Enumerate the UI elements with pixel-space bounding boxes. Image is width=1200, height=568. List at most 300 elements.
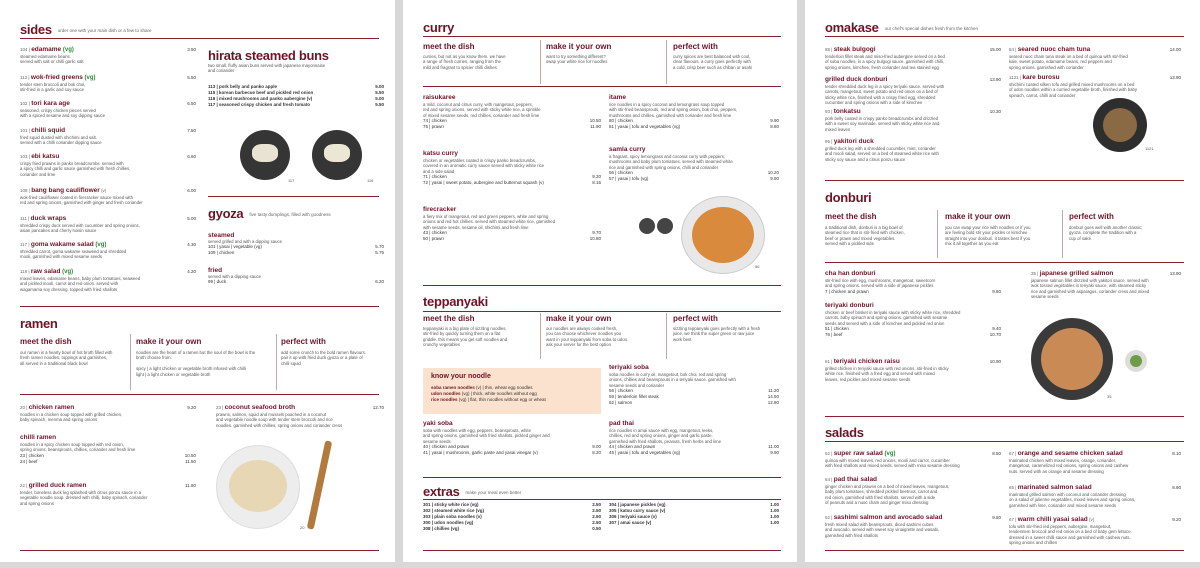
price: 10.70 — [989, 332, 1001, 338]
omakase-image-label: 1121 — [1145, 146, 1154, 151]
item-title: katsu curry — [423, 150, 459, 157]
curry-make-title: make it your own — [546, 42, 612, 51]
item-description: tender shredded duck leg in a spicy teriyaki sauce. served with carrots, mangetout, sweet potato and red onion on a bed of sticky white rice, finished with a crispy fried egg, shredded cucumber and spring onions with a side of kimchee — [825, 84, 945, 106]
item-description: soba with noodles with egg, peppers, beansprouts, white and spring onions. garnished with fried shallots, pickled ginger and sesame seeds — [423, 428, 550, 444]
item-number: 35 | — [1031, 271, 1040, 276]
price: 11.90 — [590, 124, 601, 130]
noodle-name: udon noodles — [431, 391, 462, 396]
item-description: seared nuoc cham tuna steak on a bed of quinoa with stir-fried kale, sweet potato, edamame beans, red peppers and spring onions. garnished with coriander — [1009, 54, 1128, 70]
item-name — [20, 404, 196, 412]
item-name — [825, 514, 1001, 522]
divider — [825, 441, 1184, 442]
item-description: crispy fried prawns in panko breadcrumbs. served with a spicy chilli and garlic sauce garnished with fresh chillies, coriander and lime — [20, 161, 131, 177]
divider — [208, 196, 379, 197]
item-description: a fragrant, spicy lemongrass and coconut curry with peppers, mushrooms and baby plum tomatoes. served with steamed white rice and garnished with spring onions, chilli and coriander — [609, 154, 733, 170]
price-row-label: 7 | chicken and prawn — [825, 288, 869, 294]
omakase-item — [825, 108, 1001, 132]
price-row — [20, 459, 196, 465]
price-row-label: 301 | sticky white rice (vg) — [423, 502, 479, 507]
menu-page-middle — [403, 0, 797, 562]
item-name — [825, 476, 1001, 484]
item-description: quinoa with mixed leaves, red onions, mooli and carrot, cucumber with fried shallots and mixed seeds. served with miso sesame dressing — [825, 458, 960, 469]
know-your-noodle-title: know your noodle — [431, 373, 491, 380]
divider — [130, 334, 131, 390]
curry-make-text: want to try something different? swap your white rice for noodles — [546, 54, 608, 65]
item-title: teriyaki donburi — [825, 302, 874, 309]
item-name — [1009, 74, 1181, 82]
price: 11.20 — [768, 388, 779, 394]
price: 4.30 — [187, 242, 196, 247]
salad-item — [825, 450, 1001, 469]
item-title: samla curry — [609, 146, 646, 153]
price-row-label: 59 | tenderloin fillet steak — [609, 394, 659, 400]
divider — [423, 311, 781, 312]
diet-tag: (vg) — [60, 269, 74, 275]
donburi-bowl-image — [1031, 318, 1113, 400]
divider — [825, 416, 1184, 417]
price: 14.50 — [767, 394, 779, 400]
price: 8.15 — [592, 180, 601, 186]
item-title: kare burosu — [1022, 74, 1060, 81]
item-description: seasoned, crispy chicken pieces served with a spiced sesame and soy dipping sauce — [20, 108, 106, 119]
item-name — [825, 358, 1001, 366]
buns-rows — [208, 84, 384, 108]
price: 9.50 — [992, 515, 1001, 520]
price: 10.50 — [184, 452, 196, 458]
item-description: marinated chicken with mixed leaves, orange, coriander, mangetout, caramelized red onions, spring onions and cashew nuts. served with an orange and sesame dressing — [1009, 458, 1129, 474]
price-row-label: 62 | salmon — [609, 400, 633, 406]
price-row-label: 117 | seasoned crispy chicken and fresh tomato — [208, 102, 311, 107]
item-description: prawns, salmon, squid and mussels poached in a coconut and vegetable noodle soup with tender stem broccoli and rice noodles. garnished with chillies, spring onions and coriander cress — [216, 412, 343, 428]
divider — [20, 306, 379, 307]
teppanyaki-item — [423, 420, 601, 456]
item-description: marinated grilled salmon with coconut and coriander dressing on a salad of julienne vegetables, mixed leaves and spring onions, garnished with lime, coriander and mixed sesame seeds — [1009, 492, 1136, 508]
buns-image-2 — [312, 130, 362, 180]
price: 9.90 — [770, 118, 779, 124]
item-title: marinated salmon salad — [1017, 484, 1092, 491]
price: 1.00 — [770, 502, 779, 507]
price: 2.50 — [592, 520, 601, 525]
item-description: rice noodles in amai sauce with egg, mangetout, leeks, chillies, red and spring onions, ginger and garlic paste. garnished with fried shallots, peanuts, fresh herbs and lime — [609, 428, 722, 444]
price-row — [825, 332, 1001, 338]
price: 9.60 — [992, 288, 1001, 294]
item-description: fresh mixed salad with beansprouts, diced sashimi cubes and avocado. served with sweet soy vinaigrette and wasabi, garnished with fried shallots — [825, 522, 940, 538]
extras-right-list — [609, 502, 779, 526]
curry-item — [423, 206, 601, 242]
ramen-image-label: 20 — [300, 525, 305, 530]
diet-tag: (vg) — [882, 451, 896, 457]
price-row-label: 75 | prawn — [423, 124, 444, 130]
item-number: 64 | — [825, 477, 834, 482]
item-description: mixed leaves, edamame beans, baby plum tomatoes, seaweed and pickled mooli, carrot and red onion. served with wagamama soy dressing. topped with fried shallots — [20, 276, 141, 292]
donburi-item — [825, 270, 1001, 295]
donburi-title: donburi — [825, 190, 872, 205]
item-description: chicken or beef brisket in teriyaki sauce with sticky white rice, shredded carrots, baby spinach and spring onions. garnished with sesame seeds and served with a side of kimchee and pickled red onion — [825, 310, 961, 326]
item-number: 20 | — [20, 405, 29, 410]
price: 1.00 — [770, 508, 779, 513]
item-title: chilli ramen — [20, 434, 57, 441]
price: 6.50 — [187, 101, 196, 106]
item-description: tenderloin fillet steak and miso-fried aubergine served on a bed of soba noodles, in a spicy bulgogi sauce. garnished with chilli, spring onions, kimchee, fresh coriander and tea stained egg — [825, 54, 945, 70]
item-title: chicken ramen — [28, 404, 75, 411]
donburi-make-title: make it your own — [945, 212, 1011, 221]
salad-item — [825, 476, 1001, 506]
item-name — [20, 482, 196, 490]
teppanyaki-perfect-title: perfect with — [673, 314, 718, 323]
price: 8.80 — [770, 124, 779, 130]
divider — [825, 550, 1184, 551]
donburi-make-text: you can swap your rice with noodles or if you are feeling bold stir your pickles or kimchee straight into your donburi. it tastes best if you mix it all together as you eat — [945, 225, 1031, 247]
item-number: 62 | — [825, 451, 834, 456]
price-row — [825, 289, 1001, 295]
price-row-label: 72 | yasai | sweet potato, aubergine and butternut squash (v) — [423, 180, 544, 186]
teppanyaki-make-title: make it your own — [546, 314, 612, 323]
item-number: 61 | — [825, 359, 834, 364]
buns-image-label-2: 116 — [367, 178, 374, 183]
item-description: a mild, coconut and citrus curry, with mangetout, peppers, red and spring onions, served with sticky white rice, a sprinkle of mixed sesame seeds, red chillies, coriander and fresh lime — [423, 102, 541, 118]
divider — [423, 285, 781, 286]
teppanyaki-make-text: our noodles are always cooked fresh, you can choose whichever noodles you want in your teppanyaki from soba to udon. ask your server for the best option — [546, 326, 629, 348]
item-name — [609, 364, 779, 372]
item-number: 102 | — [20, 101, 32, 106]
curry-meet-text: curries, but not as you know them. we have a range of fresh curries, ranging from the mild and fragrant to spicier chilli dishes — [423, 54, 506, 70]
item-description: shredded crispy duck served with cucumber and spring onions, asian pancakes and cherry hoisin sauce — [20, 223, 140, 234]
price-row-label: 116 | mixed mushrooms and panko aubergine (v) — [208, 96, 313, 101]
item-name — [1009, 484, 1181, 492]
price-row-label: 50 | prawn — [423, 236, 444, 242]
price: 10.30 — [989, 109, 1001, 114]
buns-title: hirata steamed buns — [208, 48, 329, 63]
divider — [666, 313, 667, 359]
price: 8.20 — [592, 450, 601, 456]
price: 9.90 — [770, 450, 779, 456]
omakase-item — [825, 76, 1001, 106]
buns-description: two small, fluffy asian buns served with japanese mayonnaise and coriander — [208, 63, 326, 74]
ramen-item — [216, 404, 384, 428]
price-row — [609, 400, 779, 406]
price-row-label: 51 | chicken — [825, 326, 849, 332]
price: 2.50 — [592, 502, 601, 507]
item-title: teriyaki soba — [609, 364, 649, 371]
rice-bowl-image — [657, 218, 673, 234]
donburi-item — [825, 302, 1001, 338]
price-row-label: 80 | chicken — [609, 118, 633, 124]
teppanyaki-meet-title: meet the dish — [423, 314, 475, 323]
item-title: grilled duck donburi — [825, 76, 888, 83]
price-row-label: 303 | plain soba noodles (v) — [423, 514, 482, 519]
side-item — [20, 153, 196, 177]
price: 5.50 — [375, 102, 384, 107]
side-item — [20, 241, 196, 260]
item-number: 117 | — [20, 242, 31, 247]
price-row-label: 56 | chicken — [609, 170, 633, 176]
item-number: 62 | — [825, 515, 834, 520]
item-title: pad thai salad — [833, 476, 878, 483]
rice-bowl-image — [639, 218, 655, 234]
item-description: fried squid dusted with shichimi and salt. served with a chilli coriander dipping sauce — [20, 135, 102, 146]
price-row-label: 44 | chicken and prawn — [609, 444, 656, 450]
item-name — [423, 206, 601, 214]
price-row-label: 305 | katsu curry sauce (v) — [609, 508, 666, 513]
price: 9.20 — [1172, 517, 1181, 522]
teppanyaki-item — [609, 364, 779, 406]
item-title: yaki soba — [423, 420, 453, 427]
price: 10.90 — [989, 359, 1001, 364]
divider — [540, 40, 541, 84]
item-title: bang bang cauliflower — [31, 187, 100, 194]
item-number: 118 | — [20, 269, 31, 274]
item-title: steak bulgogi — [833, 46, 876, 53]
divider — [825, 36, 1184, 37]
diet-tag: (vg) — [93, 242, 107, 248]
price: 9.90 — [770, 176, 779, 182]
divider — [276, 334, 277, 390]
salad-item — [1009, 484, 1181, 508]
item-title: warm chilli yasai salad — [1017, 516, 1088, 523]
price-row-label: 24 | beef — [20, 458, 38, 464]
item-number: 101 | — [20, 128, 32, 133]
divider — [825, 262, 1184, 263]
side-item — [20, 215, 196, 234]
price-row-label: 302 | steamed white rice (vg) — [423, 508, 485, 513]
salad-item — [825, 514, 1001, 538]
price-row-label: 81 | yasai | tofu and vegetables (vg) — [609, 124, 681, 130]
donburi-item — [825, 358, 1001, 382]
side-item — [20, 187, 196, 206]
price-row-label: 23 | chicken — [20, 452, 44, 458]
donburi-image-label: 35 — [1107, 394, 1112, 399]
omakase-item — [1009, 74, 1181, 98]
price-row — [423, 124, 601, 130]
side-item — [20, 100, 196, 119]
item-name — [825, 138, 1001, 146]
price: 10.80 — [589, 236, 601, 242]
item-name — [20, 268, 196, 276]
price: 5.70 — [375, 244, 384, 250]
gyoza-steamed: steamed served grilled and with a dipping sauce 101 | yasai | vegetable (vg) 5.70 109 | chicken 5.75 — [208, 232, 384, 256]
item-number: 103 | — [20, 154, 32, 159]
price-row-label: 43 | chicken — [423, 230, 447, 236]
item-title: seared nuoc cham tuna — [1017, 46, 1091, 53]
teppanyaki-perfect-text: sizzling teppanyaki goes perfectly with a fresh juice. we think the super green or raw juice work best — [673, 326, 761, 342]
item-name — [1009, 516, 1181, 524]
item-number: 23 | — [216, 405, 225, 410]
buns-image-label-1: 117 — [288, 178, 295, 183]
item-description: soba noodles in curry oil, mangetout, bok choi, red and spring onions, chillies and beansprouts in a teriyaki sauce. garnished with sesame seeds and coriander — [609, 372, 736, 388]
item-name — [20, 127, 196, 135]
price-row-label: 45 | yasai | tofu and vegetables (vg) — [609, 450, 681, 456]
item-name — [609, 146, 779, 154]
item-name — [825, 450, 1001, 458]
price: 10.20 — [767, 170, 779, 176]
item-number: 112 | — [20, 75, 31, 80]
noodle-name: soba ramen noodles — [431, 385, 477, 390]
price: 5.50 — [187, 75, 196, 80]
item-title: tonkatsu — [833, 108, 861, 115]
curry-title: curry — [423, 20, 455, 35]
price-row-label: 101 | yasai | vegetable (vg) — [208, 244, 262, 250]
price: 15.00 — [989, 47, 1001, 52]
curry-image-label: 56 — [755, 264, 760, 269]
price: 2.50 — [592, 508, 601, 513]
price-row — [609, 124, 779, 130]
item-name — [609, 420, 779, 428]
item-name — [20, 74, 196, 82]
item-title: chilli squid — [31, 127, 66, 134]
item-name — [1009, 46, 1181, 54]
divider — [540, 313, 541, 359]
item-name — [423, 150, 601, 158]
item-description: noodles in a chicken soup topped with grilled chicken, baby spinach, menma and spring onions — [20, 412, 123, 423]
item-number: 93 | — [825, 109, 834, 114]
ramen-make-option-2: light | a light chicken or vegetable broth — [136, 372, 211, 377]
divider — [423, 86, 781, 87]
ramen-make-text: noodles are the heart of a ramen but the soul of the bowl is the broth choose from: — [136, 350, 256, 361]
ramen-make-option-1: spicy | a light chicken or vegetable broth infused with chilli — [136, 366, 246, 371]
item-description: shredded carrot, goma wakame seaweed and shredded mooli, garnished with mixed sesame seeds — [20, 249, 127, 260]
price: 8.50 — [992, 451, 1001, 456]
gyoza-title: gyoza five tasty dumplings, filled with goodness — [208, 206, 331, 221]
omakase-bowl-image — [1093, 98, 1147, 152]
diet-tag: (v) — [99, 188, 107, 193]
price: 2.50 — [592, 514, 601, 519]
item-title: coconut seafood broth — [224, 404, 296, 411]
price: 11.00 — [768, 444, 779, 450]
price: 5.75 — [375, 250, 384, 256]
divider — [20, 38, 379, 39]
price: 11.50 — [185, 458, 196, 464]
item-number: 1121 | — [1009, 75, 1023, 80]
gyoza-row — [208, 250, 384, 256]
ramen-perfect-text: add some crunch to the bold ramen flavours. pair it up with fried duck gyoza or a plate of chilli squid — [281, 350, 367, 366]
price-row-label: 57 | yasai | tofu (vg) — [609, 176, 649, 182]
price: 1.00 — [770, 520, 779, 525]
price: 5.00 — [375, 96, 384, 101]
noodle-row — [431, 397, 597, 403]
noodle-desc: (vg) | flat, thin noodles without egg or wheat — [458, 397, 546, 402]
menu-page-right — [805, 0, 1200, 562]
item-name — [825, 46, 1001, 54]
divider — [937, 210, 938, 258]
noodle-desc: (vg) | thick, white noodles without egg — [461, 391, 537, 396]
side-dish-image — [1125, 350, 1147, 372]
ramen-bowl-image — [216, 445, 300, 529]
price: 13.90 — [989, 77, 1001, 82]
item-description: tofu with stir-fried red peppers, aubergine, mangetout, tenderstem broccoli and red onion on a bed of baby gem lettuce. dressed in a sweet chilli sauce and garnished with cashew nuts, spring onions and chillies — [1009, 524, 1132, 546]
ramen-make-title: make it your own — [136, 337, 202, 346]
salad-item — [1009, 450, 1181, 474]
item-description: japanese salmon fillet drizzled with yakitori sauce. served with wok tossed vegetables in teriyaki sauce, with steamed sticky rice and garnished with asparagus, coriander cress and mixed sesame seeds — [1031, 278, 1150, 300]
curry-item — [609, 146, 779, 182]
item-description: tender, boneless duck leg splashed with citrus ponzu sauce in a vegetable noodle soup. dressed with chilli, baby spinach, coriander and spring onions — [20, 490, 148, 506]
price-row-label: 40 | chicken and prawn — [423, 444, 470, 450]
divider — [423, 36, 781, 37]
extras-title: extras make your meal even better — [423, 484, 522, 499]
price-row-label: 99 | duck — [208, 279, 227, 285]
price-row-label: 300 | udon noodles (vg) — [423, 520, 474, 525]
item-name — [20, 153, 196, 161]
ramen-perfect-title: perfect with — [281, 337, 326, 346]
item-title: teriyaki chicken raisu — [833, 358, 900, 365]
price-row — [423, 450, 601, 456]
price-row-label: 74 | chicken — [423, 118, 447, 124]
price: 13.90 — [1169, 75, 1181, 80]
price: 12.80 — [767, 400, 779, 406]
curry-meet-title: meet the dish — [423, 42, 475, 51]
item-title: goma wakame salad — [30, 241, 94, 248]
item-description: pork belly coated in crispy panko breadcrumbs and drizzled with a sweet soy marinade. served with sticky white rice and mixed leaves — [825, 116, 940, 132]
salad-item — [1009, 516, 1181, 546]
divider — [423, 499, 781, 500]
item-number: 88 | — [825, 47, 834, 52]
curry-perfect-text: curry spices are best balanced with cool, clear flavours. a curry goes perfectly with a cold, crisp beer such as chiban or asahi — [673, 54, 753, 70]
side-item — [20, 46, 196, 65]
omakase-item — [825, 138, 1001, 162]
teppanyaki-item — [609, 420, 779, 456]
price-row — [609, 176, 779, 182]
price: 7.50 — [187, 128, 196, 133]
item-number: 67 | — [1009, 517, 1018, 522]
item-title: grilled duck ramen — [28, 482, 87, 489]
item-description: rice noodles in a spicy coconut and lemongrass soup topped with stir-fried beansprouts, red and spring onion, bok choi, peppers, mushrooms and chillies. garnished with coriander and fresh lime — [609, 102, 738, 118]
item-description: wok-fried cauliflower coated in firecracker sauce mixed with red and spring onions, garnished with ginger and fresh coriander — [20, 195, 143, 206]
omakase-item — [825, 46, 1001, 70]
item-description: shichimi coated silken tofu and grilled mixed mushrooms on a bed of udon noodles within a curried vegetable broth, finished with baby spinach, carrot, chilli and coriander — [1009, 82, 1138, 98]
item-number: 65 | — [1009, 485, 1018, 490]
price-row-label: 71 | chicken — [423, 174, 447, 180]
item-name — [825, 76, 1001, 84]
noodle-desc: (v) | thin, wheat egg noodles — [476, 385, 533, 390]
item-title: raisukaree — [423, 94, 456, 101]
item-title: cha han donburi — [825, 270, 876, 277]
price: 13.90 — [1169, 271, 1181, 276]
price: 9.70 — [592, 230, 601, 236]
gyoza-row — [208, 279, 384, 285]
item-title: ebi katsu — [31, 153, 60, 160]
item-description: ginger chicken and prawns on a bed of mixed leaves, mangetout, baby plum tomatoes, shredded pickled beetroot, carrot and red onion, garnished with fried shallots. served with a side of peanuts and a nuoc cham and ginger miso dressing — [825, 484, 949, 506]
price-row-label: 56 | chicken — [609, 388, 633, 394]
price: 8.10 — [1172, 451, 1181, 456]
ramen-meet-text: our ramen is a hearty bowl of hot broth filled with fresh ramen noodles, toppings and garnishes, all served in a traditional black bowl — [20, 350, 113, 366]
price: 0.50 — [592, 526, 601, 531]
price: 5.00 — [375, 84, 384, 89]
price-row-label: 306 | teriyaki sauce (v) — [609, 514, 657, 519]
side-item — [20, 74, 196, 93]
ramen-title: ramen — [20, 316, 58, 331]
ramen-item — [20, 434, 196, 465]
donburi-perfect-text: donburi goes well with another classic; gyoza. complete the tradition with a cup of saké — [1069, 225, 1143, 241]
bun-row — [208, 102, 384, 108]
extras-left-list — [423, 502, 601, 532]
price: 3.50 — [187, 47, 196, 52]
side-item — [20, 127, 196, 146]
item-description: grilled duck leg with a shredded cucumber, mint, coriander and mooli salad, served on a bed of steamed white rice with sticky soy sauce and a citrus ponzu sauce — [825, 146, 939, 162]
divider — [20, 394, 379, 395]
item-number: 111 | — [20, 216, 31, 221]
price: 9.00 — [592, 444, 601, 450]
price-row-label: 304 | japanese pickles (vg) — [609, 502, 666, 507]
curry-perfect-title: perfect with — [673, 42, 718, 51]
price: 8.90 — [1172, 485, 1181, 490]
item-title: wok-fried greens — [30, 74, 83, 81]
price: 9.40 — [992, 326, 1001, 332]
item-name — [216, 404, 384, 412]
teppanyaki-title: teppanyaki — [423, 294, 488, 309]
price-row — [423, 180, 601, 186]
buns-image-1 — [240, 130, 290, 180]
item-name — [609, 94, 779, 102]
item-title: sashimi salmon and avocado salad — [833, 514, 943, 521]
